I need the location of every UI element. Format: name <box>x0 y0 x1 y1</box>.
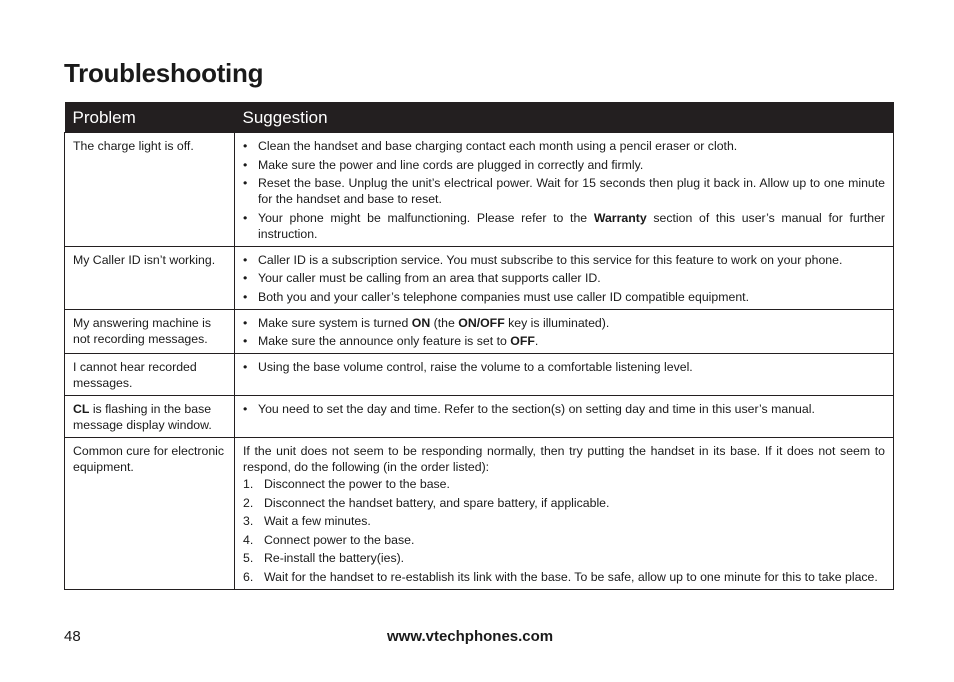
table-row <box>65 246 894 309</box>
suggestion-cell <box>235 438 894 590</box>
table-row <box>65 133 894 247</box>
table-row <box>65 438 894 590</box>
list-item: • You need to set the day and time. Refer to the section(s) on setting day and time in this user’s manual. <box>243 402 815 416</box>
list-item: • Make sure the announce only feature is set to OFF. <box>243 334 539 348</box>
table-header-row <box>65 102 894 133</box>
steps-list <box>243 476 885 585</box>
bullet-icon: • <box>243 289 248 304</box>
list-item: • Both you and your caller’s telephone companies must use caller ID compatible equipment. <box>243 289 750 304</box>
bullet-icon: • <box>243 402 248 416</box>
cl-indicator: CL <box>73 402 90 416</box>
list-item: 1. Disconnect the power to the base. <box>243 477 450 491</box>
problem-cell: My answering machine is not recording messages. <box>65 309 235 354</box>
bullet-icon: • <box>243 139 248 153</box>
list-item: • Your caller must be calling from an area that supports caller ID. <box>243 271 601 285</box>
problem-cell: The charge light is off. <box>65 133 235 247</box>
suggestion-cell <box>235 133 894 247</box>
list-item: 6. Wait for the handset to re-establish its link with the base. To be safe, allow up to one minute for this to take place. <box>243 569 878 584</box>
suggestion-cell <box>235 246 894 309</box>
suggestion-list <box>243 138 885 242</box>
list-item: 3. Wait a few minutes. <box>243 514 371 528</box>
bullet-icon: • <box>243 315 248 330</box>
bullet-icon: • <box>243 157 248 172</box>
list-item: • Caller ID is a subscription service. You must subscribe to this service for this feature to work on your phone. <box>243 252 843 267</box>
warranty-reference: Warranty <box>593 210 647 225</box>
bullet-icon: • <box>243 334 248 348</box>
bullet-icon: • <box>243 360 248 374</box>
suggestion-list <box>243 401 885 417</box>
problem-cell: My Caller ID isn’t working. <box>65 246 235 309</box>
intro-text: If the unit does not seem to be responding normally, then try putting the handset in its base. If it does not seem to respond, do the following (in the order listed): <box>243 444 885 474</box>
page-number: 48 <box>64 628 81 645</box>
suggestion-cell <box>235 354 894 396</box>
bullet-icon: • <box>243 210 248 225</box>
suggestion-cell <box>235 396 894 438</box>
table-row <box>65 354 894 396</box>
list-item: • Clean the handset and base charging contact each month using a pencil eraser or cloth. <box>243 139 738 153</box>
suggestion-cell <box>235 309 894 354</box>
suggestion-list <box>243 252 885 305</box>
list-item: • Make sure the power and line cords are plugged in correctly and firmly. <box>243 157 644 172</box>
footer-url: www.vtechphones.com <box>387 628 554 645</box>
list-item: • Reset the base. Unplug the unit’s electrical power. Wait for 15 seconds then plug it back in. Allow up to one minute for the handset and base to reset. <box>243 176 885 206</box>
list-item: • Make sure system is turned ON (the ON/OFF key is illuminated). <box>243 315 610 330</box>
problem-cell: CL is flashing in the base message display window. <box>65 396 235 438</box>
bullet-icon: • <box>243 252 248 267</box>
bullet-icon: • <box>243 176 248 190</box>
table-row <box>65 396 894 438</box>
suggestion-list <box>243 359 885 375</box>
suggestion-list <box>243 315 885 350</box>
list-item: 4. Connect power to the base. <box>243 532 415 547</box>
list-item: • Your phone might be malfunctioning. Please refer to the Warranty section of this user’s manual for further instruction. <box>243 210 886 241</box>
problem-column-header: Problem <box>65 102 235 133</box>
list-item: 2. Disconnect the handset battery, and spare battery, if applicable. <box>243 495 610 510</box>
bullet-icon: • <box>243 271 248 285</box>
problem-cell: I cannot hear recorded messages. <box>65 354 235 396</box>
list-item: • Using the base volume control, raise the volume to a comfortable listening level. <box>243 360 693 374</box>
table-row <box>65 309 894 354</box>
list-item: 5. Re-install the battery(ies). <box>243 551 405 565</box>
problem-cell: Common cure for electronic equipment. <box>65 438 235 590</box>
suggestion-column-header: Suggestion <box>235 102 894 133</box>
troubleshooting-table <box>64 102 894 590</box>
page-title: Troubleshooting <box>64 58 264 88</box>
